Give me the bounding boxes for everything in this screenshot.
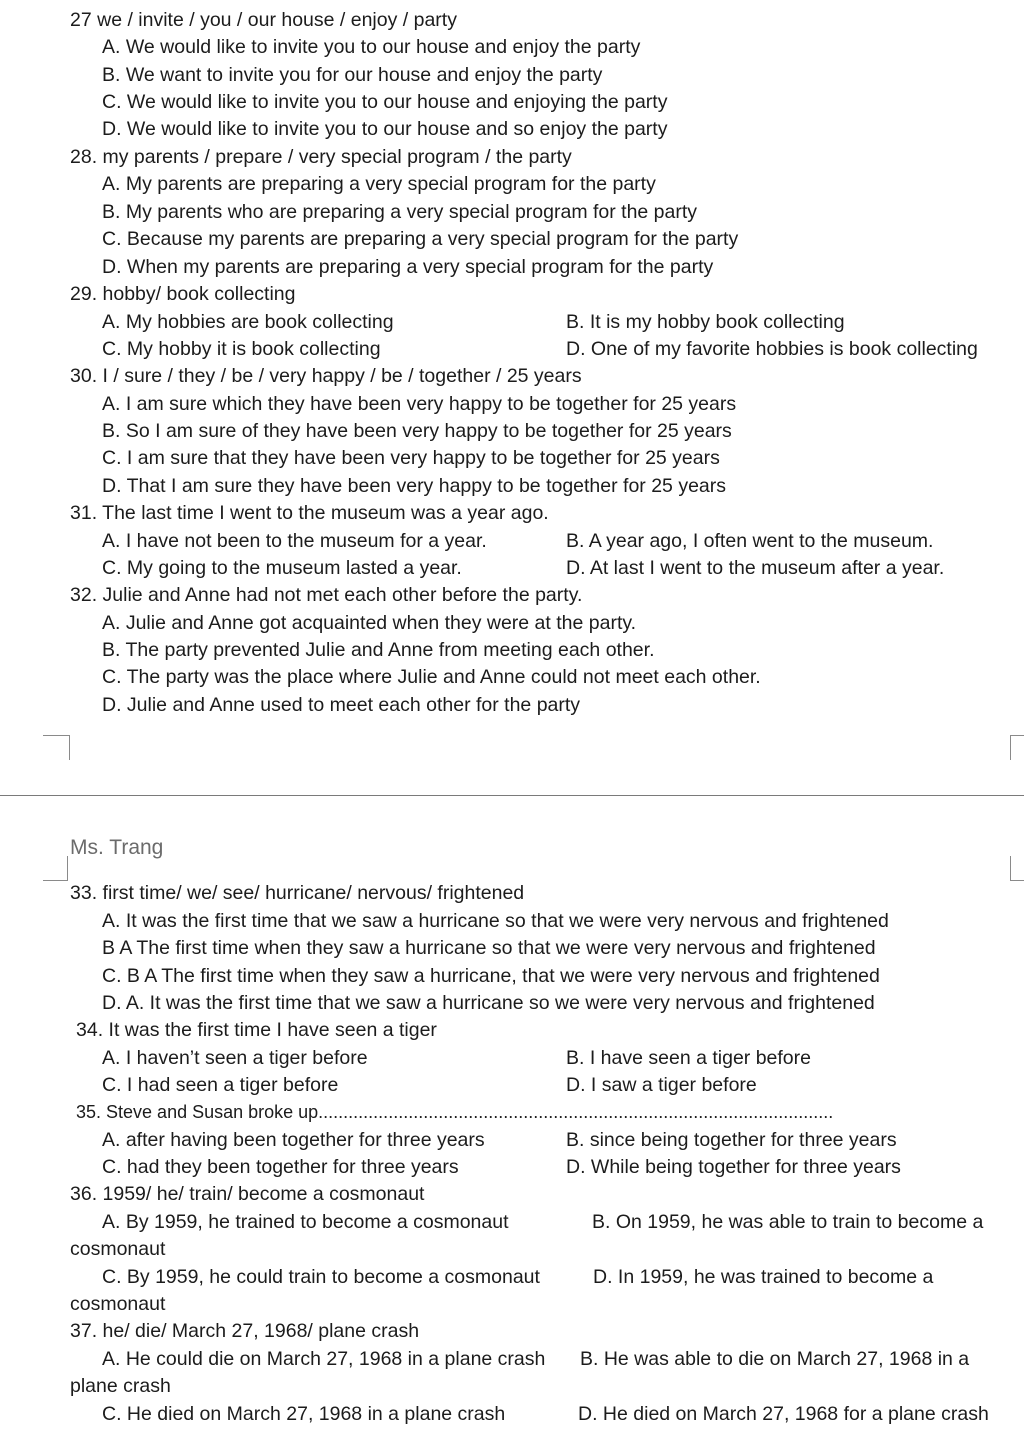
page-corner-mark-top-left [43, 735, 70, 760]
question-37-option-c: C. He died on March 27, 1968 in a plane crash [102, 1403, 506, 1425]
question-29-option-b: B. It is my hobby book collecting [566, 311, 845, 333]
question-36-prompt: 36. 1959/ he/ train/ become a cosmonaut [70, 1183, 425, 1205]
question-37-prompt: 37. he/ die/ March 27, 1968/ plane crash [70, 1320, 420, 1342]
question-27-prompt: 27 we / invite / you / our house / enjoy / party [70, 9, 457, 31]
question-28-option-c: C. Because my parents are preparing a very special program for the party [102, 228, 739, 250]
question-36-option-b-continued: cosmonaut [70, 1238, 166, 1260]
question-32-option-d: D. Julie and Anne used to meet each other for the party [102, 694, 581, 716]
question-36-option-d: D. In 1959, he was trained to become a [593, 1266, 934, 1288]
question-37-option-b-continued: plane crash [70, 1375, 171, 1397]
question-34-prompt: 34. It was the first time I have seen a tiger [76, 1019, 437, 1041]
question-36-option-c: C. By 1959, he could train to become a cosmonaut [102, 1266, 540, 1288]
question-29-prompt: 29. hobby/ book collecting [70, 283, 296, 305]
question-37-option-b: B. He was able to die on March 27, 1968 in a [580, 1348, 970, 1370]
question-29-option-c: C. My hobby it is book collecting [102, 338, 381, 360]
question-30-prompt: 30. I / sure / they / be / very happy / be / together / 25 years [70, 365, 582, 387]
question-27-option-a: A. We would like to invite you to our house and enjoy the party [102, 36, 641, 58]
question-37-option-a: A. He could die on March 27, 1968 in a plane crash [102, 1348, 546, 1370]
question-29-option-a: A. My hobbies are book collecting [102, 311, 394, 333]
question-34-option-d: D. I saw a tiger before [566, 1074, 757, 1096]
question-33-option-a: A. It was the first time that we saw a hurricane so that we were very nervous and frightened [102, 910, 889, 932]
question-35-option-b: B. since being together for three years [566, 1129, 897, 1151]
question-31-option-b: B. A year ago, I often went to the museum. [566, 530, 934, 552]
question-27-option-b: B. We want to invite you for our house and enjoy the party [102, 64, 603, 86]
question-32-option-b: B. The party prevented Julie and Anne from meeting each other. [102, 639, 655, 661]
question-32-option-a: A. Julie and Anne got acquainted when they were at the party. [102, 612, 637, 634]
question-35-option-c: C. had they been together for three years [102, 1156, 459, 1178]
question-32-option-c: C. The party was the place where Julie and Anne could not meet each other. [102, 666, 761, 688]
page-corner-mark-bottom-right [1010, 856, 1024, 881]
question-33-option-d: D. A. It was the first time that we saw a hurricane so we were very nervous and frightened [102, 992, 875, 1014]
question-31-option-a: A. I have not been to the museum for a year. [102, 530, 487, 552]
question-35-prompt: 35. Steve and Susan broke up....................................................................................................... [76, 1102, 834, 1122]
question-30-option-b: B. So I am sure of they have been very happy to be together for 25 years [102, 420, 732, 442]
question-30-option-d: D. That I am sure they have been very happy to be together for 25 years [102, 475, 726, 497]
question-37-option-d: D. He died on March 27, 1968 for a plane crash [578, 1403, 989, 1425]
question-34-option-a: A. I haven’t seen a tiger before [102, 1047, 368, 1069]
question-35-option-d: D. While being together for three years [566, 1156, 901, 1178]
question-33-option-c: C. B A The first time when they saw a hurricane, that we were very nervous and frightened [102, 965, 880, 987]
question-33-prompt: 33. first time/ we/ see/ hurricane/ nervous/ frightened [70, 882, 525, 904]
question-28-option-a: A. My parents are preparing a very special program for the party [102, 173, 656, 195]
page-header-teacher: Ms. Trang [70, 836, 164, 859]
question-35-option-a: A. after having been together for three years [102, 1129, 485, 1151]
question-36-option-b: B. On 1959, he was able to train to become a [592, 1211, 984, 1233]
question-28-option-b: B. My parents who are preparing a very special program for the party [102, 201, 698, 223]
page-corner-mark-top-right [1010, 735, 1024, 760]
question-36-option-d-continued: cosmonaut [70, 1293, 166, 1315]
question-28-prompt: 28. my parents / prepare / very special program / the party [70, 146, 572, 168]
page-break-divider [0, 795, 1024, 796]
question-31-prompt: 31. The last time I went to the museum was a year ago. [70, 502, 549, 524]
question-31-option-c: C. My going to the museum lasted a year. [102, 557, 462, 579]
question-27-option-c: C. We would like to invite you to our house and enjoying the party [102, 91, 668, 113]
question-33-option-b: B A The first time when they saw a hurricane so that we were very nervous and frightened [102, 937, 876, 959]
question-34-option-b: B. I have seen a tiger before [566, 1047, 811, 1069]
question-30-option-a: A. I am sure which they have been very happy to be together for 25 years [102, 393, 737, 415]
question-31-option-d: D. At last I went to the museum after a year. [566, 557, 945, 579]
page-corner-mark-bottom-left [43, 856, 68, 881]
question-36-option-a: A. By 1959, he trained to become a cosmonaut [102, 1211, 509, 1233]
question-32-prompt: 32. Julie and Anne had not met each other before the party. [70, 584, 583, 606]
question-34-option-c: C. I had seen a tiger before [102, 1074, 339, 1096]
question-29-option-d: D. One of my favorite hobbies is book collecting [566, 338, 978, 360]
question-28-option-d: D. When my parents are preparing a very special program for the party [102, 256, 714, 278]
question-27-option-d: D. We would like to invite you to our house and so enjoy the party [102, 118, 668, 140]
question-30-option-c: C. I am sure that they have been very happy to be together for 25 years [102, 447, 720, 469]
